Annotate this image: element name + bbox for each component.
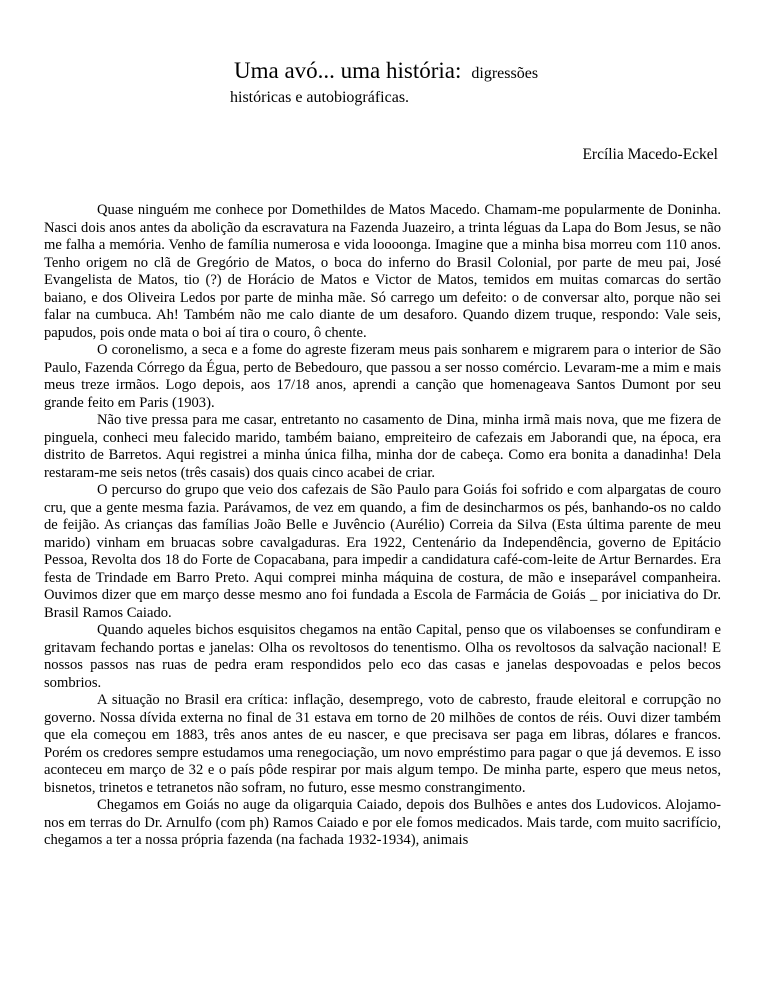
paragraph: O coronelismo, a seca e a fome do agreste fizeram meus pais sonharem e migrarem para o interior de São Paulo, Fazenda Córrego da Égua, perto de Bebedouro, que passou a ser nosso comércio. Levaram-me a mim e mais meus treze irmãos. Logo depois, aos 17/18 anos, aprendi a canção que homenageava Santos Dumont por seu grande feito em Paris (1903). bbox=[44, 342, 721, 411]
title-line bbox=[234, 58, 538, 84]
body-text bbox=[44, 202, 721, 850]
document-title: Uma avó... uma história: bbox=[234, 58, 462, 83]
paragraph: Quase ninguém me conhece por Domethildes de Matos Macedo. Chamam-me popularmente de Doninha. Nasci dois anos antes da abolição da escravatura na Fazenda Juazeiro, a trinta léguas da Lapa do Bom Jesus, se não me falha a memória. Venho de família numerosa e vida loooonga. Imagine que a minha bisa morreu com 110 anos. Tenho origem no clã de Gregório de Matos, o boca do inferno do Brasil Colonial, por parte de meu pai, José Evangelista de Matos, tio (?) de Horácio de Matos e Victor de Matos, temidos em muitas comarcas do sertão baiano, e dos Oliveira Ledos por parte de minha mãe. Só carrego um defeito: o de conversar alto, porque não sei falar na cumbuca. Ah! Também não me calo diante de um desaforo. Quando dizem truque, respondo: Vale seis, papudos, pois onde mata o boi aí tira o couro, ô chente. bbox=[44, 202, 721, 341]
paragraph: Não tive pressa para me casar, entretanto no casamento de Dina, minha irmã mais nova, que me fizera de pinguela, conheci meu falecido marido, também baiano, empreiteiro de cafezais em Jaborandi que, na época, era distrito de Barretos. Aqui registrei a minha única filha, minha dor de cabeça. Como era bonita a danadinha! Dela restaram-me seis netos (três casais) dos quais cinco acabei de criar. bbox=[44, 412, 721, 481]
author-name: Ercília Macedo-Eckel bbox=[582, 146, 718, 163]
document-title-tail: digressões bbox=[471, 65, 539, 82]
paragraph: Quando aqueles bichos esquisitos chegamos na então Capital, penso que os vilaboenses se confundiram e gritavam fechando portas e janelas: Olha os revoltosos do tenentismo. Olha os revoltosos da salvação nacional! E nossos passos nas ruas de pedra eram respondidos pelo eco das casas e janelas despovoadas e pelos becos sombrios. bbox=[44, 622, 721, 691]
paragraph: Chegamos em Goiás no auge da oligarquia Caiado, depois dos Bulhões e antes dos Ludovicos. Alojamo-nos em terras do Dr. Arnulfo (com ph) Ramos Caiado e por ele fomos medicados. Mais tarde, com muito sacrifício, chegamos a ter a nossa própria fazenda (na fachada 1932-1934), animais bbox=[44, 797, 721, 848]
document-subtitle: históricas e autobiográficas. bbox=[230, 89, 410, 106]
paragraph: A situação no Brasil era crítica: inflação, desemprego, voto de cabresto, fraude eleitoral e corrupção no governo. Nossa dívida externa no final de 31 estava em torno de 20 milhões de contos de réis. Ouvi dizer também que ela começou em 1883, três anos antes de eu nascer, e que precisava ser paga em libras, dólares e francos. Porém os credores sempre estudamos uma renegociação, um novo empréstimo para pagar o que já devemos. E isso aconteceu em março de 32 e o país pôde respirar por mais algum tempo. De minha parte, espero que meus netos, bisnetos, trinetos e tetranetos não sofram, no futuro, esse mesmo constrangimento. bbox=[44, 692, 721, 796]
paragraph: O percurso do grupo que veio dos cafezais de São Paulo para Goiás foi sofrido e com alpargatas de couro cru, que a gente mesma fazia. Parávamos, de vez em quando, a fim de desincharmos os pés, banhando-os no caldo de feijão. As crianças das famílias João Belle e Juvêncio (Aurélio) Correia da Silva (Esta última parente de meu marido) vinham em bruacas sobre cavalgaduras. Era 1922, Centenário da Independência, governo de Epitácio Pessoa, Revolta dos 18 do Forte de Copacabana, para impedir a candidatura café-com-leite de Artur Bernardes. Era festa de Trindade em Barro Preto. Aqui comprei minha máquina de costura, de mão e inseparável companheira. Ouvimos dizer que em março desse mesmo ano foi fundada a Escola de Farmácia de Goiás _ por iniciativa do Dr. Brasil Ramos Caiado. bbox=[44, 482, 721, 621]
